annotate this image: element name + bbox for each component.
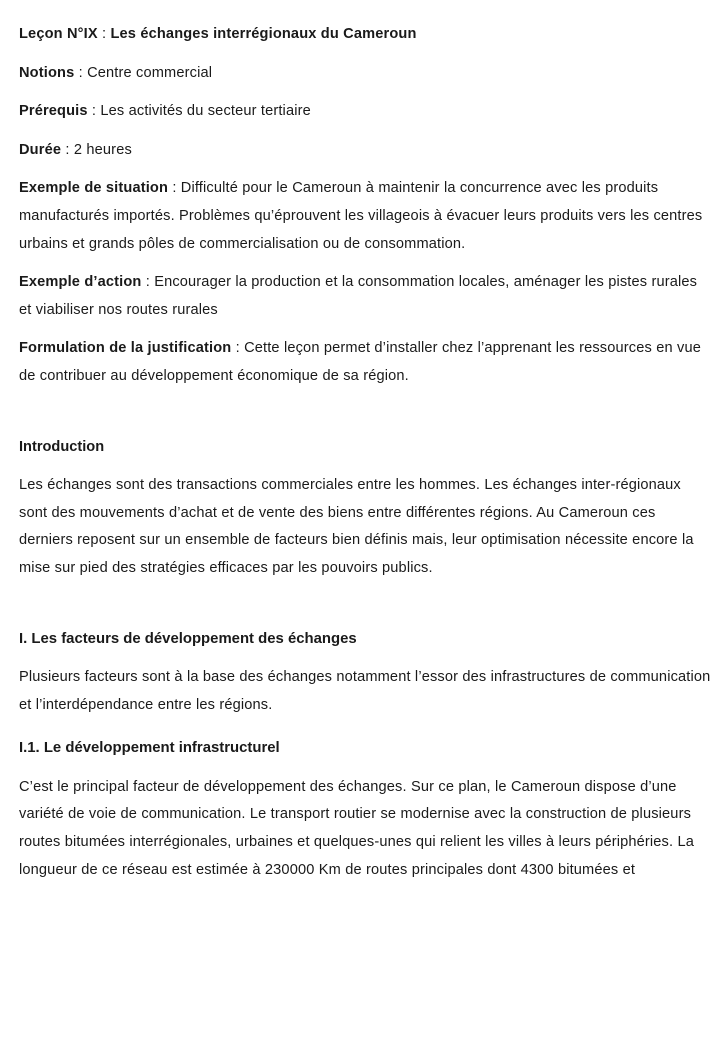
meta-label-exemple-action: Exemple d’action <box>19 274 142 291</box>
document-content <box>19 21 712 884</box>
subsection-paragraph-developpement-infrastructurel: C’est le principal facteur de développement des échanges. Sur ce plan, le Cameroun dispose d’une variété de voie de communication. Le transport routier se modernise avec la construction de plusieurs routes bitumées interrégionales, urbaines et quelques-unes qui relient les villes à leurs périphéries. La longueur de ce réseau est estimée à 230000 Km de routes principales dont 4300 bitumées et <box>19 778 694 878</box>
meta-separator-prerequis: : <box>87 103 101 120</box>
meta-value-exemple-situation: Difficulté pour le Cameroun à maintenir la concurrence avec les produits manufacturés importés. Problèmes qu’éprouvent les villageois à évacuer leurs produits vers les centres urbains et grands pôles de commercialisation ou de consommation. <box>19 180 703 252</box>
meta-field-formulation-justification <box>19 335 712 390</box>
lesson-title-separator: : <box>97 26 111 42</box>
lesson-title-value: Les échanges interrégionaux du Cameroun <box>110 26 417 42</box>
meta-separator-exemple-situation: : <box>168 180 181 197</box>
lesson-title-label: Leçon N°IX <box>19 26 98 42</box>
section-heading-introduction: Introduction <box>19 438 105 455</box>
meta-separator-formulation-justification: : <box>231 340 245 357</box>
meta-value-notions: Centre commercial <box>87 64 213 81</box>
section-heading-facteurs: I. Les facteurs de développement des échanges <box>19 630 357 647</box>
meta-value-formulation-justification: Cette leçon permet d’installer chez l’apprenant les ressources en vue de contribuer au développement économique de sa région. <box>19 340 701 384</box>
meta-separator-notions: : <box>74 64 88 81</box>
meta-value-prerequis: Les activités du secteur tertiaire <box>100 103 311 120</box>
meta-field-prerequis <box>19 98 712 126</box>
meta-separator-duree: : <box>61 141 74 158</box>
meta-field-exemple-situation <box>19 175 712 258</box>
section-paragraph-introduction: Les échanges sont des transactions commerciales entre les hommes. Les échanges inter-régionaux sont des mouvements d’achat et de vente des biens entre différentes régions. Au Cameroun ces derniers reposent sur un ensemble de facteurs bien définis mais, leur optimisation nécessite encore la mise sur pied des stratégies efficaces par les pouvoirs publics. <box>19 477 694 576</box>
meta-value-duree: 2 heures <box>73 141 132 158</box>
subsection-heading-developpement-infrastructurel: I.1. Le développement infrastructurel <box>19 740 280 757</box>
meta-label-formulation-justification: Formulation de la justification <box>19 340 232 357</box>
meta-label-exemple-situation: Exemple de situation <box>19 180 169 197</box>
meta-field-duree <box>19 137 712 165</box>
meta-value-exemple-action: Encourager la production et la consommation locales, aménager les pistes rurales et viabiliser nos routes rurales <box>19 274 698 318</box>
meta-label-duree: Durée <box>19 141 62 158</box>
meta-label-notions: Notions <box>19 64 75 81</box>
meta-field-notions <box>19 60 712 88</box>
section-paragraph-facteurs: Plusieurs facteurs sont à la base des échanges notamment l’essor des infrastructures de communication et l’interdépendance entre les régions. <box>19 669 711 713</box>
meta-label-prerequis: Prérequis <box>19 103 88 120</box>
meta-separator-exemple-action: : <box>141 274 155 291</box>
meta-field-exemple-action <box>19 269 712 324</box>
lesson-title-line <box>19 21 712 49</box>
